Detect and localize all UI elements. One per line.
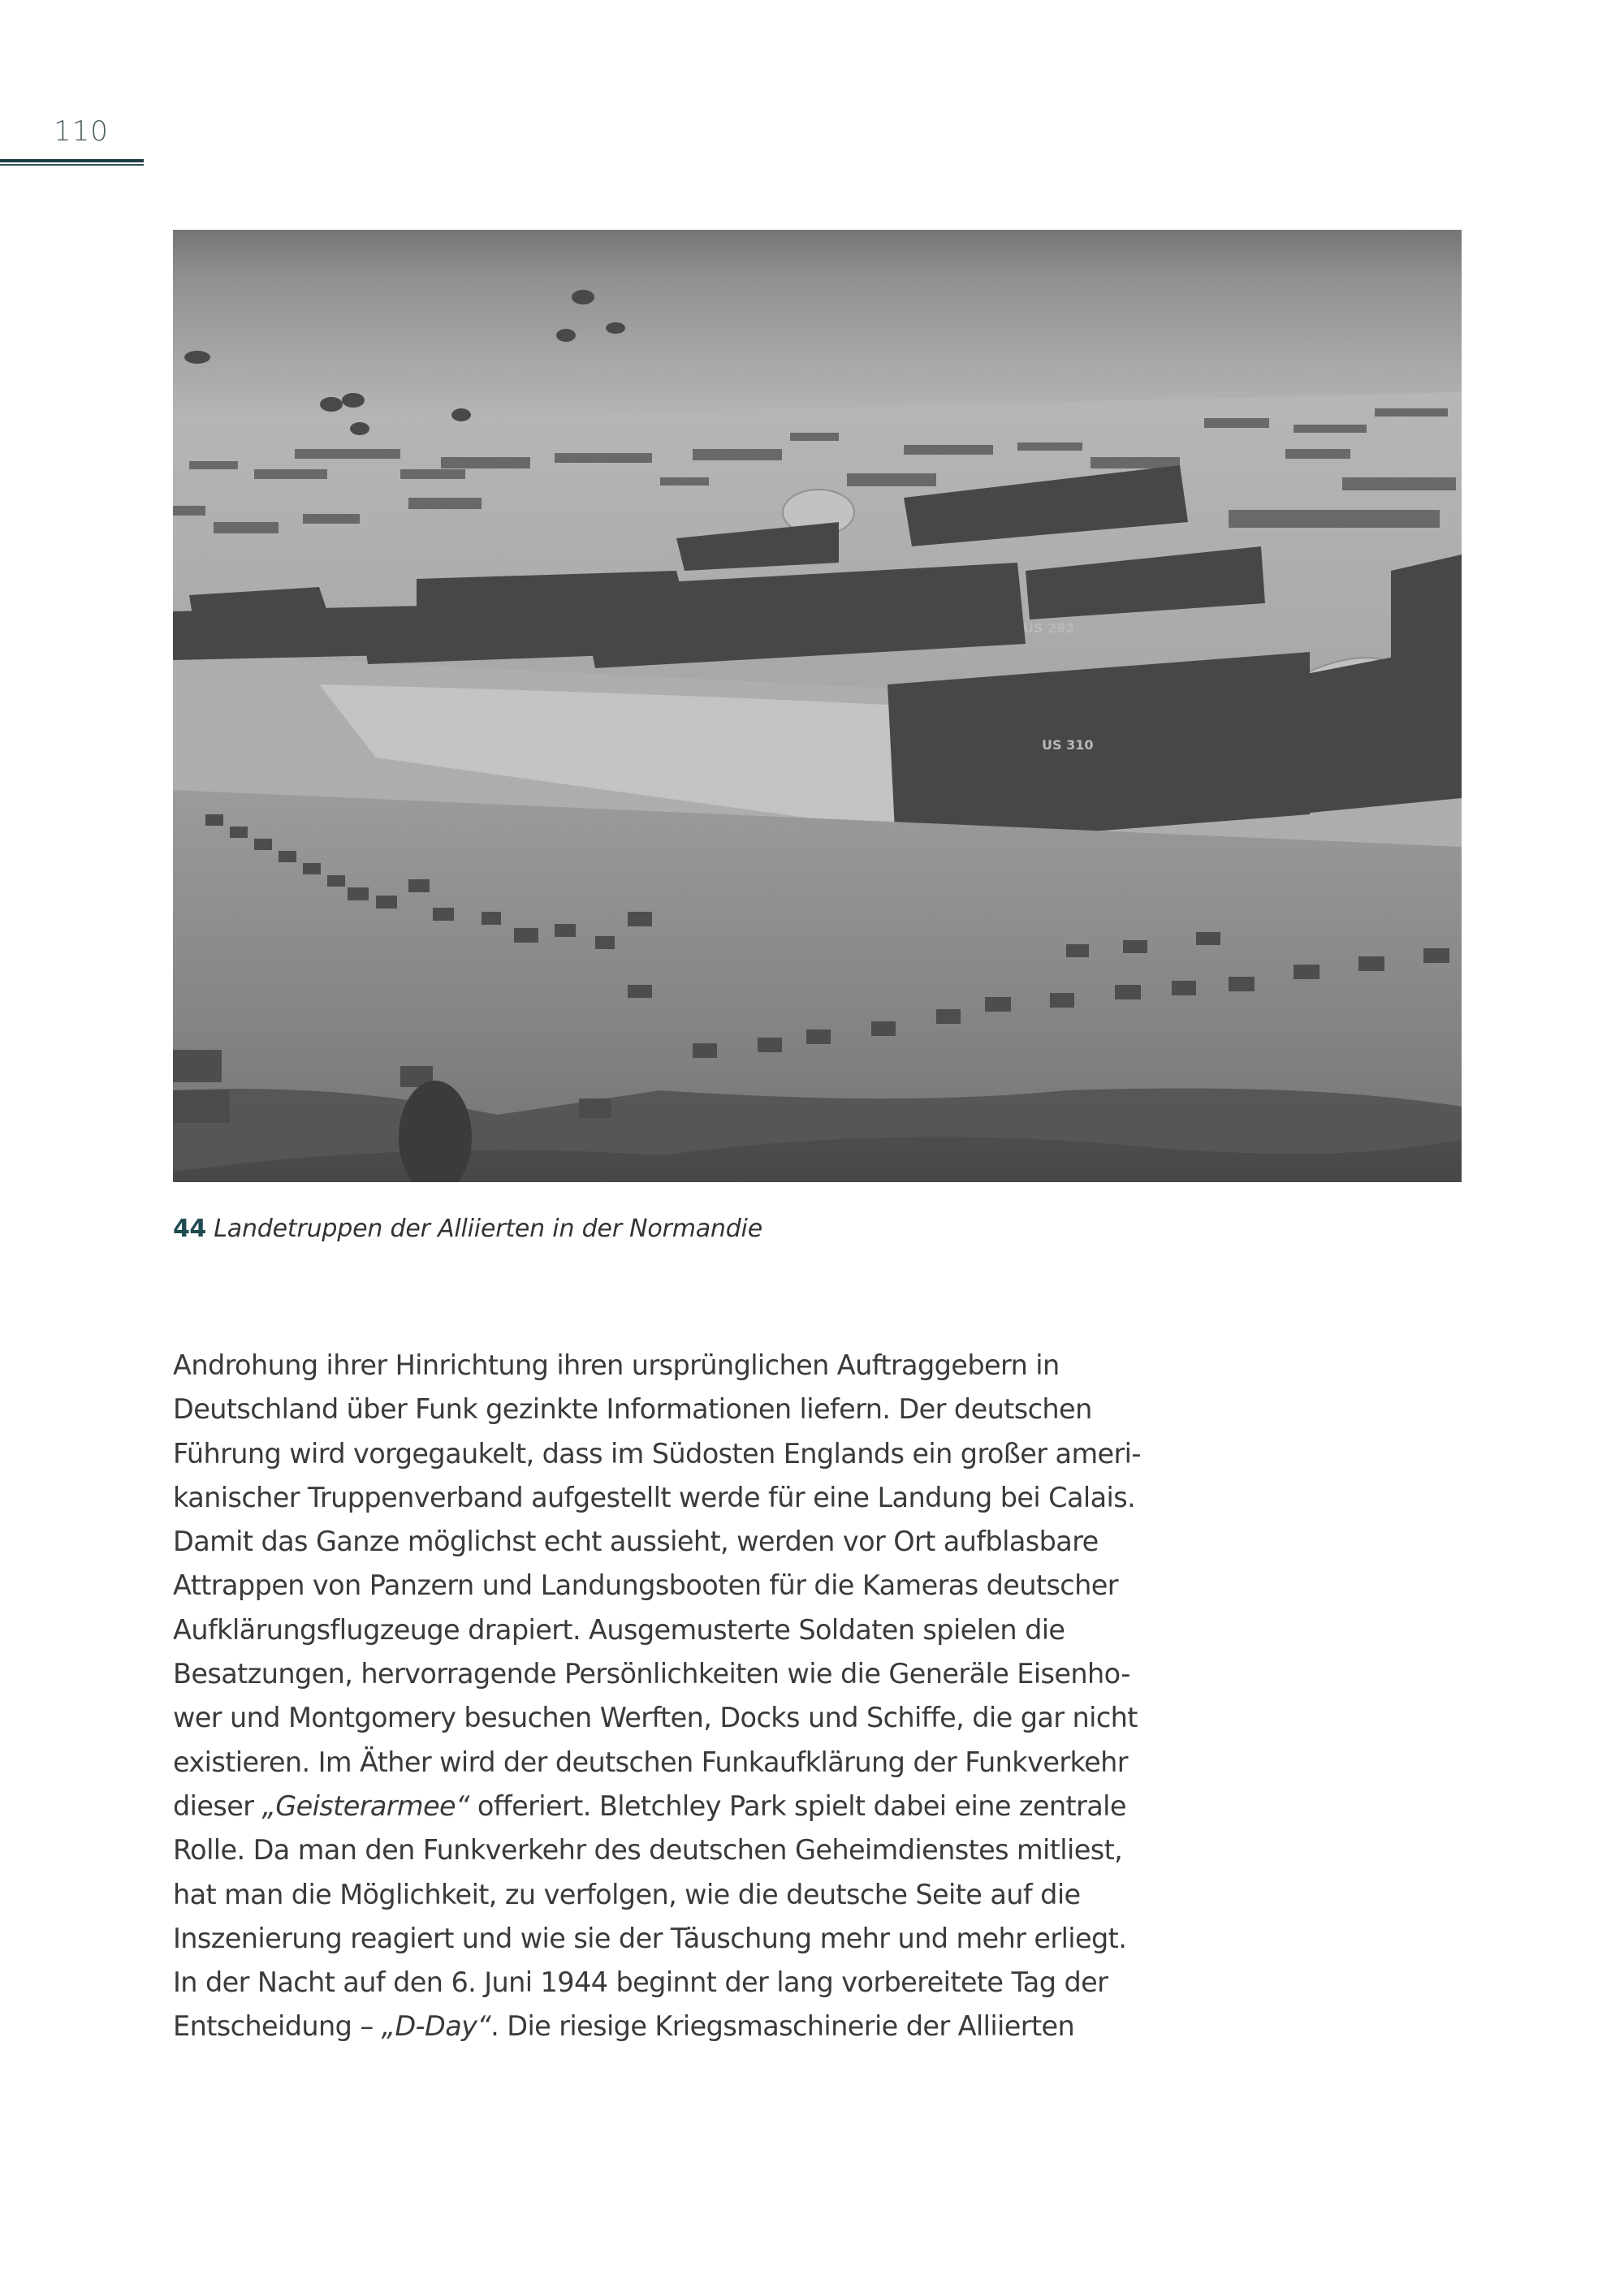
body-text-segment: offeriert. Bletchley Park spielt dabei eine zentrale	[469, 1789, 1126, 1822]
body-text-line	[173, 1344, 1310, 1388]
body-text-line	[173, 1388, 1310, 1431]
body-text-segment: Führung wird vorgegaukelt, dass im Südosten Englands ein großer ameri-	[173, 1437, 1141, 1470]
header-rule-thick	[0, 159, 144, 162]
body-text-segment: Besatzungen, hervorragende Persönlichkeiten wie die Generäle Eisenho-	[173, 1658, 1130, 1690]
body-text-emphasis: „Geisterarmee“	[261, 1789, 469, 1822]
body-text-line	[173, 1828, 1310, 1872]
body-text-segment: wer und Montgomery besuchen Werften, Docks und Schiffe, die gar nicht	[173, 1702, 1138, 1734]
body-text-emphasis: „D-Day“	[381, 2010, 491, 2043]
body-text-segment: Damit das Ganze möglichst echt aussieht, werden vor Ort aufblasbare	[173, 1526, 1099, 1558]
body-text-segment: In der Nacht auf den 6. Juni 1944 beginnt der lang vorbereitete Tag der	[173, 1966, 1108, 1999]
body-text-line	[173, 1785, 1310, 1828]
figure-photo	[173, 230, 1462, 1182]
body-text-segment: hat man die Möglichkeit, zu verfolgen, wie die deutsche Seite auf die	[173, 1878, 1081, 1910]
body-text-segment: Rolle. Da man den Funkverkehr des deutschen Geheimdienstes mitliest,	[173, 1834, 1123, 1867]
body-text-segment: existieren. Im Äther wird der deutschen Funkaufklärung der Funkverkehr	[173, 1746, 1128, 1778]
body-text-line	[173, 1432, 1310, 1476]
body-text-line	[173, 1476, 1310, 1520]
body-text-segment: dieser	[173, 1789, 262, 1822]
body-text-line	[173, 1917, 1310, 1961]
body-text-segment: Inszenierung reagiert und wie sie der Täuschung mehr und mehr erliegt.	[173, 1922, 1127, 1954]
body-text-segment: kanischer Truppenverband aufgestellt werde für eine Landung bei Calais.	[173, 1481, 1136, 1513]
figure-number: 44	[173, 1215, 206, 1243]
body-text-line	[173, 1873, 1310, 1917]
body-text	[173, 1344, 1310, 2049]
page-number: 110	[54, 115, 109, 148]
body-text-line	[173, 1741, 1310, 1785]
figure-caption	[173, 1215, 762, 1243]
body-text-line	[173, 2005, 1310, 2048]
body-text-line	[173, 1564, 1310, 1608]
body-text-line	[173, 1696, 1310, 1740]
header-rule	[0, 159, 144, 166]
body-text-segment: Aufklärungsflugzeuge drapiert. Ausgemusterte Soldaten spielen die	[173, 1613, 1065, 1646]
body-text-segment: Entscheidung –	[173, 2010, 382, 2043]
figure-caption-text: Landetruppen der Alliierten in der Normandie	[214, 1215, 762, 1243]
normandy-landing-photo	[173, 230, 1462, 1182]
header-rule-thin	[0, 164, 144, 166]
photo-marking-us292: US 292	[1023, 620, 1075, 636]
photo-marking-us310: US 310	[1042, 737, 1094, 753]
body-text-line	[173, 1608, 1310, 1652]
body-text-segment: Attrappen von Panzern und Landungsbooten für die Kameras deutscher	[173, 1569, 1118, 1602]
body-text-segment: Deutschland über Funk gezinkte Informationen liefern. Der deutschen	[173, 1393, 1092, 1426]
body-text-segment: . Die riesige Kriegsmaschinerie der Alliierten	[490, 2010, 1075, 2043]
body-text-line	[173, 1652, 1310, 1696]
body-text-segment: Androhung ihrer Hinrichtung ihren ursprünglichen Auftraggebern in	[173, 1349, 1060, 1381]
body-text-line	[173, 1520, 1310, 1564]
body-text-line	[173, 1961, 1310, 2005]
